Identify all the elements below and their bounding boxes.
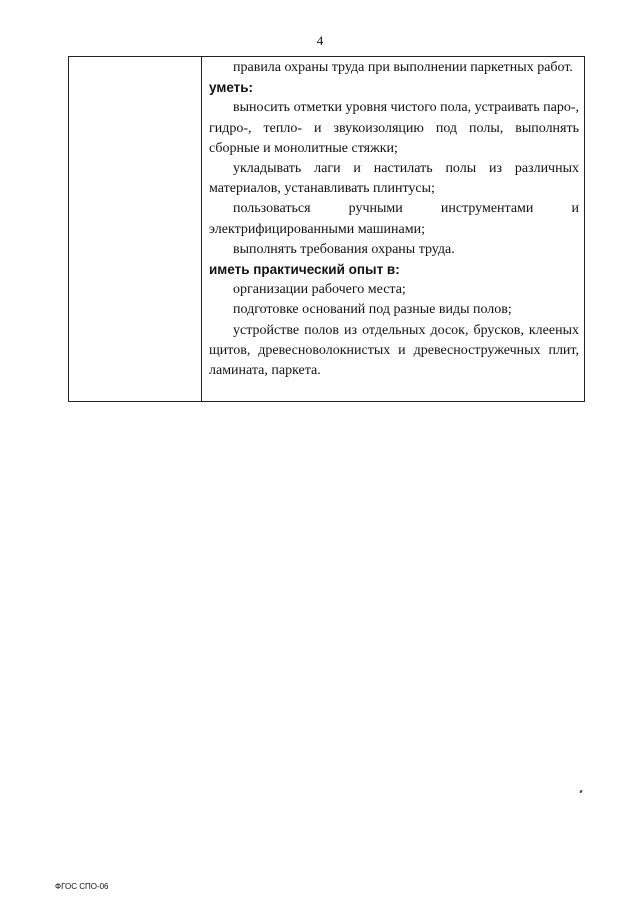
list-item: выносить отметки уровня чистого пола, устраивать паро-, гидро-, тепло- и звукоизоляцию под полы, выполнять сборные и монолитные стяжки; bbox=[209, 100, 579, 156]
list-item: подготовке оснований под разные виды полов; bbox=[233, 302, 512, 318]
table-left-cell bbox=[69, 57, 202, 401]
list-item: пользоваться ручными инструментами и электрифицированными машинами; bbox=[209, 201, 579, 237]
list-item: организации рабочего места; bbox=[233, 282, 406, 298]
page-number: 4 bbox=[316, 33, 324, 48]
list-item: укладывать лаги и настилать полы из различных материалов, устанавливать плинтусы; bbox=[209, 161, 579, 197]
content-table bbox=[68, 56, 585, 402]
section-heading: уметь: bbox=[209, 80, 254, 96]
section-heading: иметь практический опыт в: bbox=[209, 262, 400, 278]
table-right-cell bbox=[202, 57, 585, 401]
list-item: правила охраны труда при выполнении паркетных работ. bbox=[233, 60, 573, 75]
footer-code: ФГОС СПО-06 bbox=[55, 882, 109, 891]
list-item: устройстве полов из отдельных досок, брусков, клееных щитов, древесноволокнистых и древесностружечных плит, ламината, паркета. bbox=[209, 322, 579, 379]
list-item: выполнять требования охраны труда. bbox=[233, 241, 455, 257]
scan-speck bbox=[579, 790, 582, 794]
